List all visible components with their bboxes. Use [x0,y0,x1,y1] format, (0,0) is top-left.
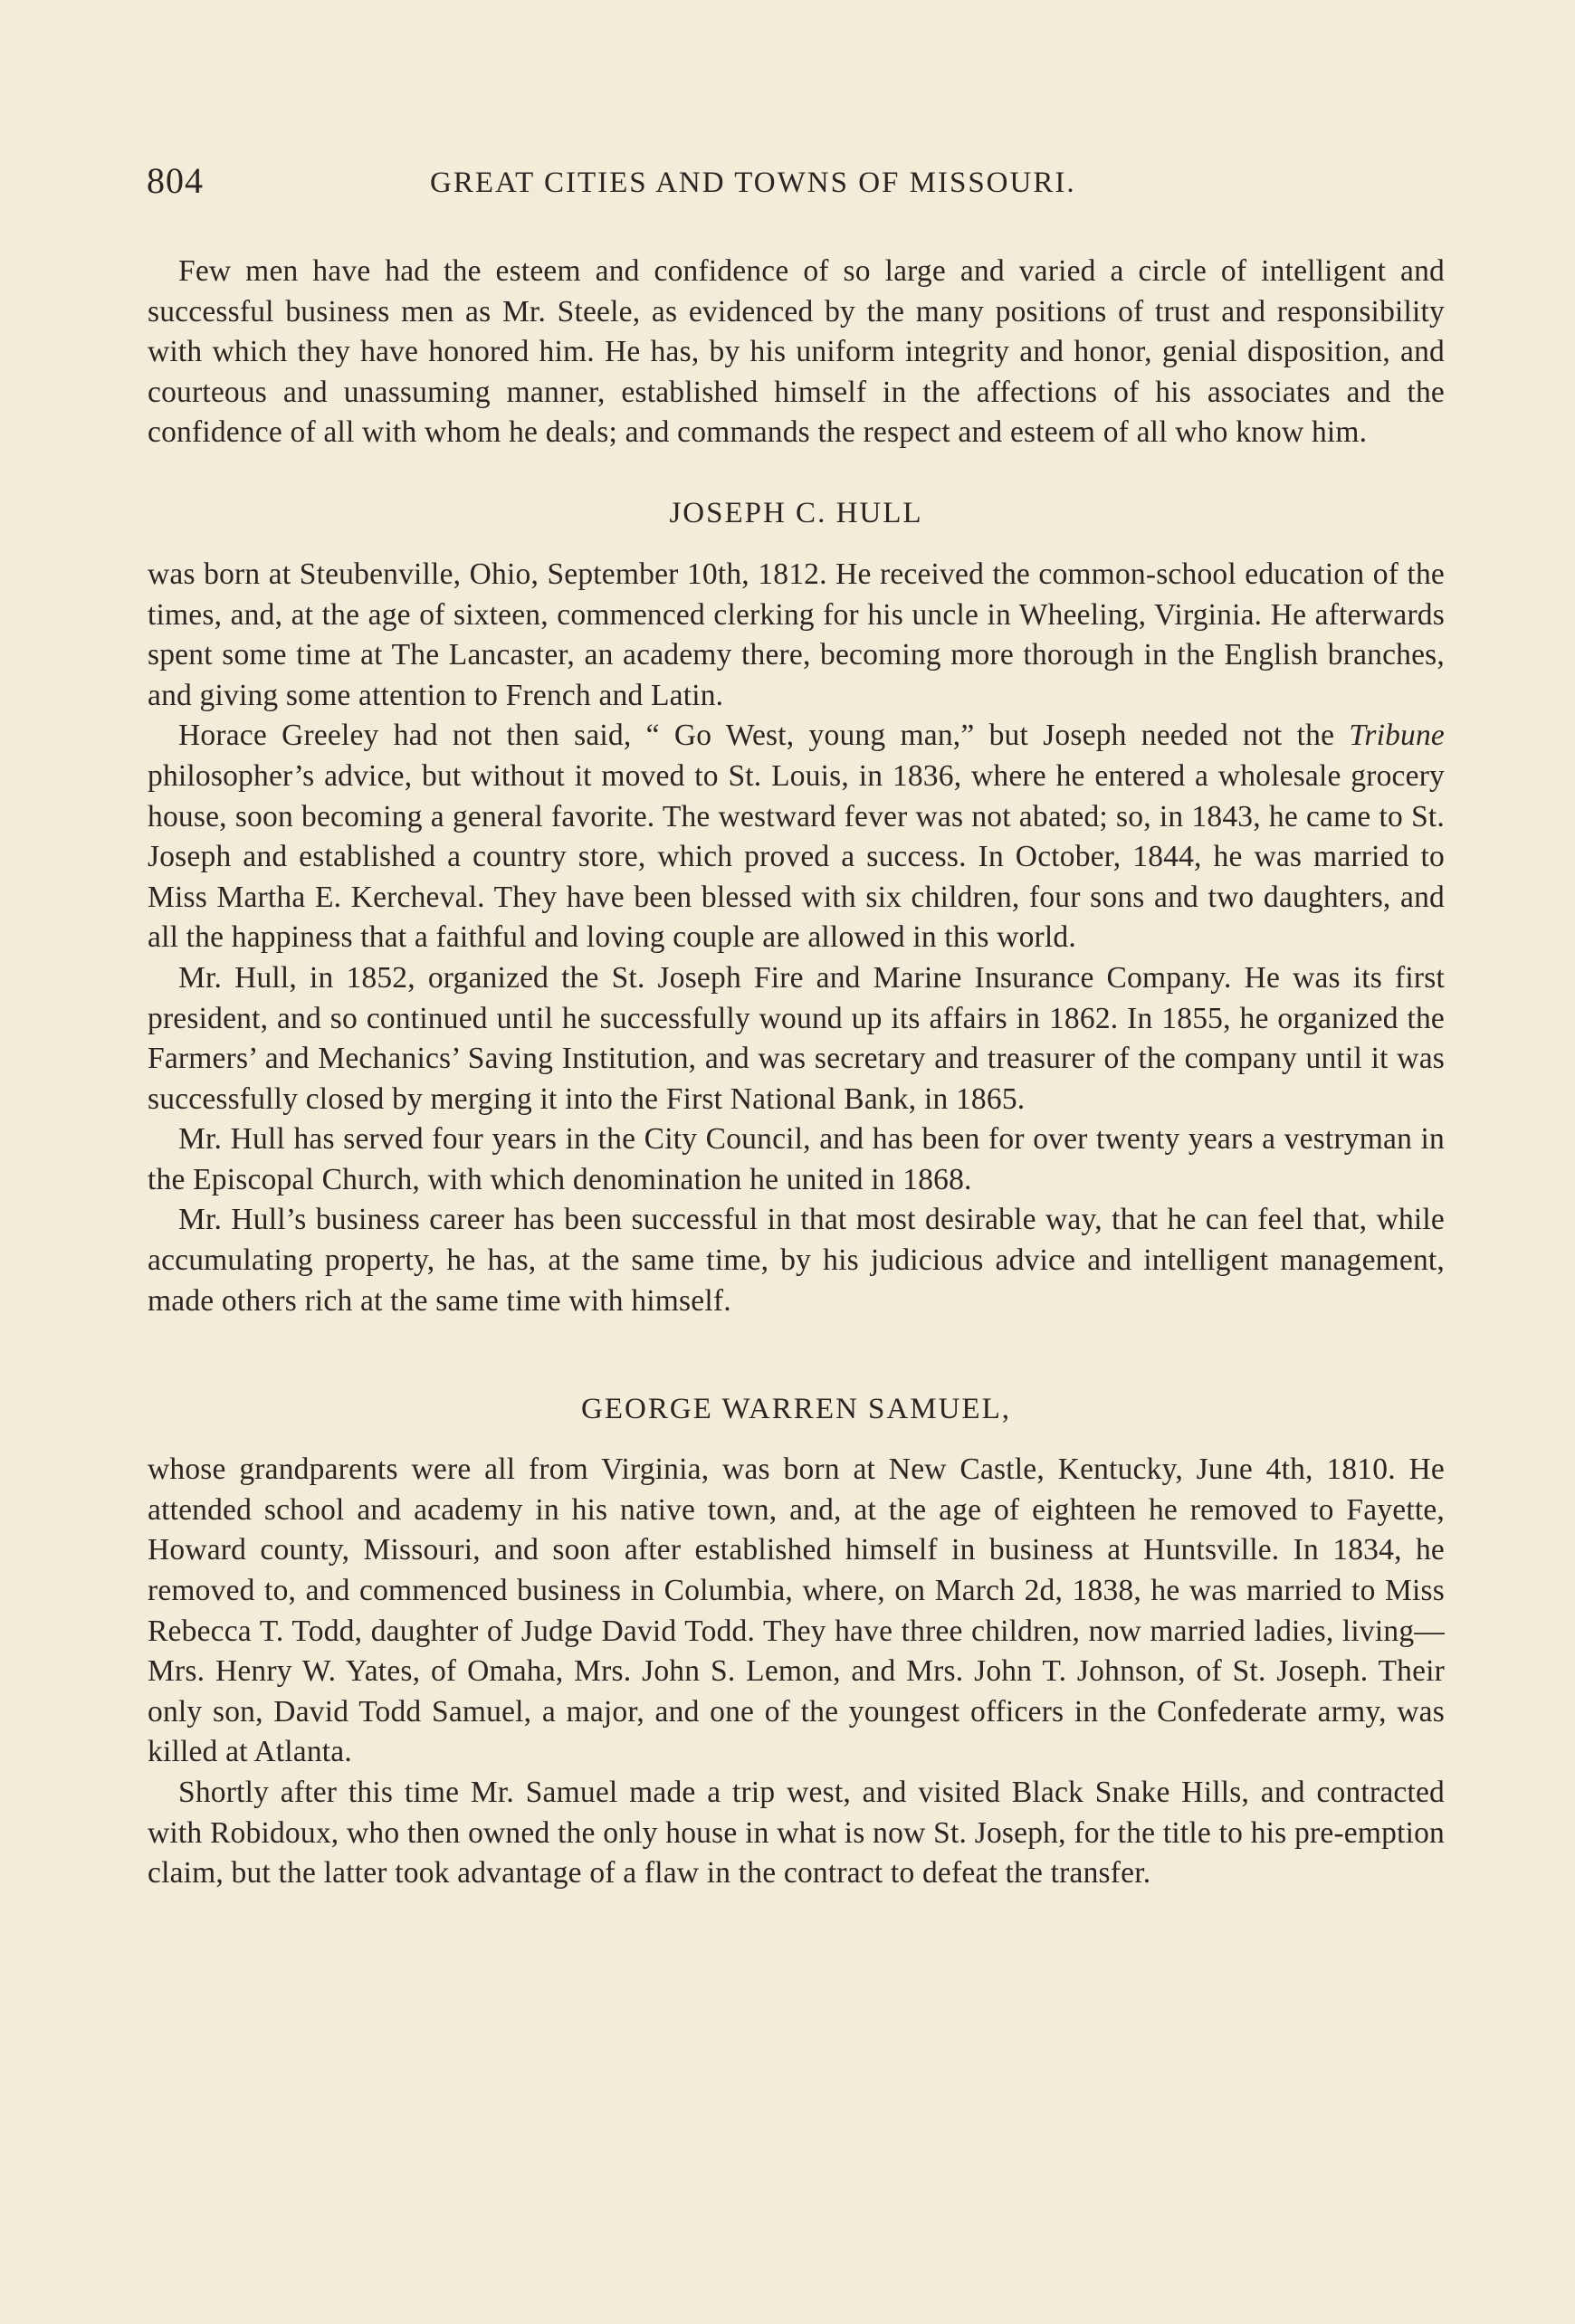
samuel-paragraph-1: whose grandparents were all from Virginia, was born at New Castle, Kentucky, June 4th, 1810. He attended school and academy in his native town, and, at the age of eighteen he removed to Fayette, Howard county, Missouri, and soon after established himself in business at Huntsville. In 1834, he removed to, and commenced business in Columbia, where, on March 2d, 1838, he was married to Miss Rebecca T. Todd, daughter of Judge David Todd. They have three children, now married ladies, living—Mrs. Henry W. Yates, of Omaha, Mrs. John S. Lemon, and Mrs. John T. Johnson, of St. Joseph. Their only son, David Todd Samuel, a major, and one of the youngest officers in the Confederate army, was killed at Atlanta. [148,1452,1445,1769]
section-heading-george-warren-samuel: GEORGE WARREN SAMUEL, [581,1393,1011,1426]
running-title: GREAT CITIES AND TOWNS OF MISSOURI. [430,167,1076,199]
hull-paragraph-2-text-b: philosopher’s advice, but without it moved to St. Louis, in 1836, where he entered a wholesale grocery house, soon becoming a general favorite. The westward fever was not abated; so, in 1843, he came to St. Joseph and established a country store, which proved a success. In October, 1844, he was married to Miss Martha E. Kercheval. They have been blessed with six children, four sons and two daughters, and all the happiness that a faithful and loving couple are allowed in this world. [148,758,1445,955]
tribune-italic: Tribune [1349,719,1445,753]
page-number: 804 [147,160,204,201]
page-body [148,252,1445,1894]
hull-paragraph-3: Mr. Hull, in 1852, organized the St. Joseph Fire and Marine Insurance Company. He was its first president, and so continued until he successfully wound up its affairs in 1862. In 1855, he organized the Farmers’ and Mechanics’ Saving Institution, and was secretary and treasurer of the company until it was successfully closed by merging it into the First National Bank, in 1865. [148,960,1445,1116]
hull-paragraph-4: Mr. Hull has served four years in the City Council, and has been for over twenty years a vestryman in the Episcopal Church, with which denomination he united in 1868. [148,1122,1445,1196]
steele-closing-paragraph: Few men have had the esteem and confidence of so large and varied a circle of intelligent and successful business men as Mr. Steele, as evidenced by the many positions of trust and responsibility with which they have honored him. He has, by his uniform integrity and honor, genial disposition, and courteous and unassuming manner, established himself in the affections of his associates and the confidence of all with whom he deals; and commands the respect and esteem of all who know him. [148,254,1445,450]
hull-paragraph-1: was born at Steubenville, Ohio, September 10th, 1812. He received the common-school education of the times, and, at the age of sixteen, commenced clerking for his uncle in Wheeling, Virginia. He afterwards spent some time at The Lancaster, an academy there, becoming more thorough in the English branches, and giving some attention to French and Latin. [148,557,1445,712]
section-heading-joseph-c-hull: JOSEPH C. HULL [669,496,923,529]
hull-paragraph-2 [148,716,1445,958]
hull-paragraph-2-text-a: Horace Greeley had not then said, “ Go West, young man,” but Joseph needed not the [178,719,1350,753]
hull-paragraph-5: Mr. Hull’s business career has been successful in that most desirable way, that he can feel that, while accumulating property, he has, at the same time, by his judicious advice and intelligent management, made others rich at the same time with himself. [148,1203,1445,1318]
samuel-paragraph-2: Shortly after this time Mr. Samuel made a trip west, and visited Black Snake Hills, and contracted with Robidoux, who then owned the only house in what is now St. Joseph, for the title to his pre-emption claim, but the latter took advantage of a flaw in the contract to defeat the transfer. [148,1776,1445,1891]
page-header [145,159,1448,214]
